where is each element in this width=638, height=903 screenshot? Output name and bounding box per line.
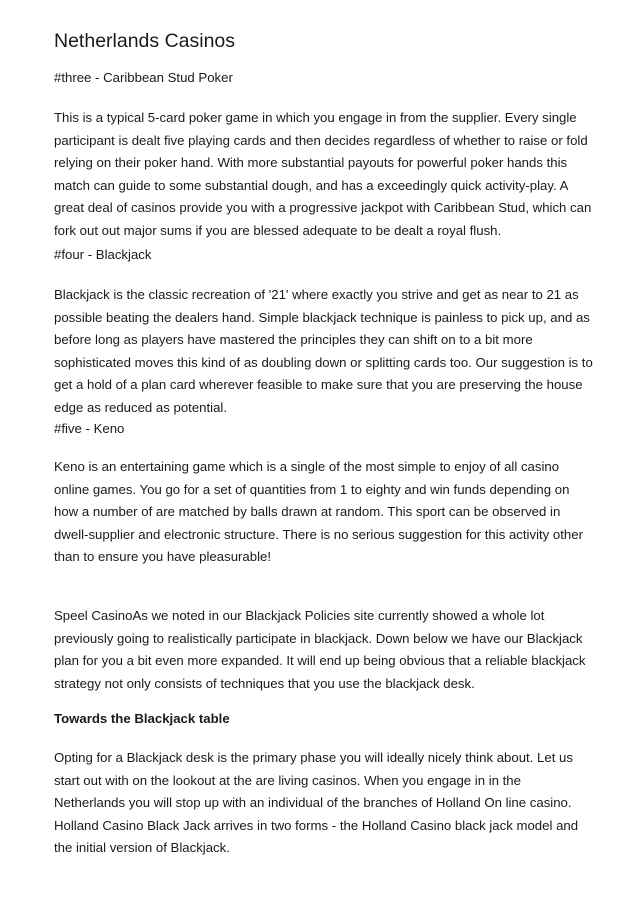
section-body-keno: Keno is an entertaining game which is a single of the most simple to enjoy of all casino online games. You go for a set of quantities from 1 to eighty and win funds depending on how a number of are matched by balls drawn at random. This sport can be observed in dwell-supplier and electronic structure. There is no serious suggestion for this activity other than to ensure you have pleasurable! bbox=[54, 459, 583, 564]
page-title: Netherlands Casinos bbox=[54, 30, 236, 52]
section-heading-keno: #five - Keno bbox=[54, 421, 125, 436]
section-heading-caribbean-stud: #three - Caribbean Stud Poker bbox=[54, 70, 233, 85]
table-paragraph: Opting for a Blackjack desk is the primary phase you will ideally nicely think about. Let us start out with on the lookout at the are living casinos. When you engage in in the Netherlands you will stop up with an individual of the branches of Holland On line casino. Holland Casino Black Jack arrives in two forms - the Holland Casino black jack model and the initial version of Blackjack. bbox=[54, 750, 579, 855]
section-heading-blackjack: #four - Blackjack bbox=[54, 247, 152, 262]
section-body-blackjack: Blackjack is the classic recreation of '21' where exactly you strive and get as near to 21 as possible beating the dealers hand. Simple blackjack technique is painless to pick up, and as before long as players have mastered the principles they can shift on to a bit more sophisticated moves this kind of as doubling down or splitting cards too. Our suggestion is to get a hold of a plan card wherever feasible to make sure that you are preserving the house edge as reduced as potential. bbox=[54, 287, 593, 415]
intro-paragraph: Speel CasinoAs we noted in our Blackjack Policies site currently showed a whole lot previously going to realistically participate in blackjack. Down below we have our Blackjack plan for you a bit even more expanded. It will end up being obvious that a reliable blackjack strategy not only consists of techniques that you use the blackjack desk. bbox=[54, 608, 586, 691]
section-body-caribbean-stud: This is a typical 5-card poker game in which you engage in from the supplier. Every single participant is dealt five playing cards and then decides regardless of whether to raise or fold relying on their poker hand. With more substantial payouts for powerful poker hands this match can guide to some substantial dough, and has a exceedingly quick activity-play. A great deal of casinos provide you with a progressive jackpot with Caribbean Stud, which can fork out out major sums if you are blessed adequate to be dealt a royal flush. bbox=[54, 110, 592, 238]
table-heading: Towards the Blackjack table bbox=[54, 711, 230, 726]
